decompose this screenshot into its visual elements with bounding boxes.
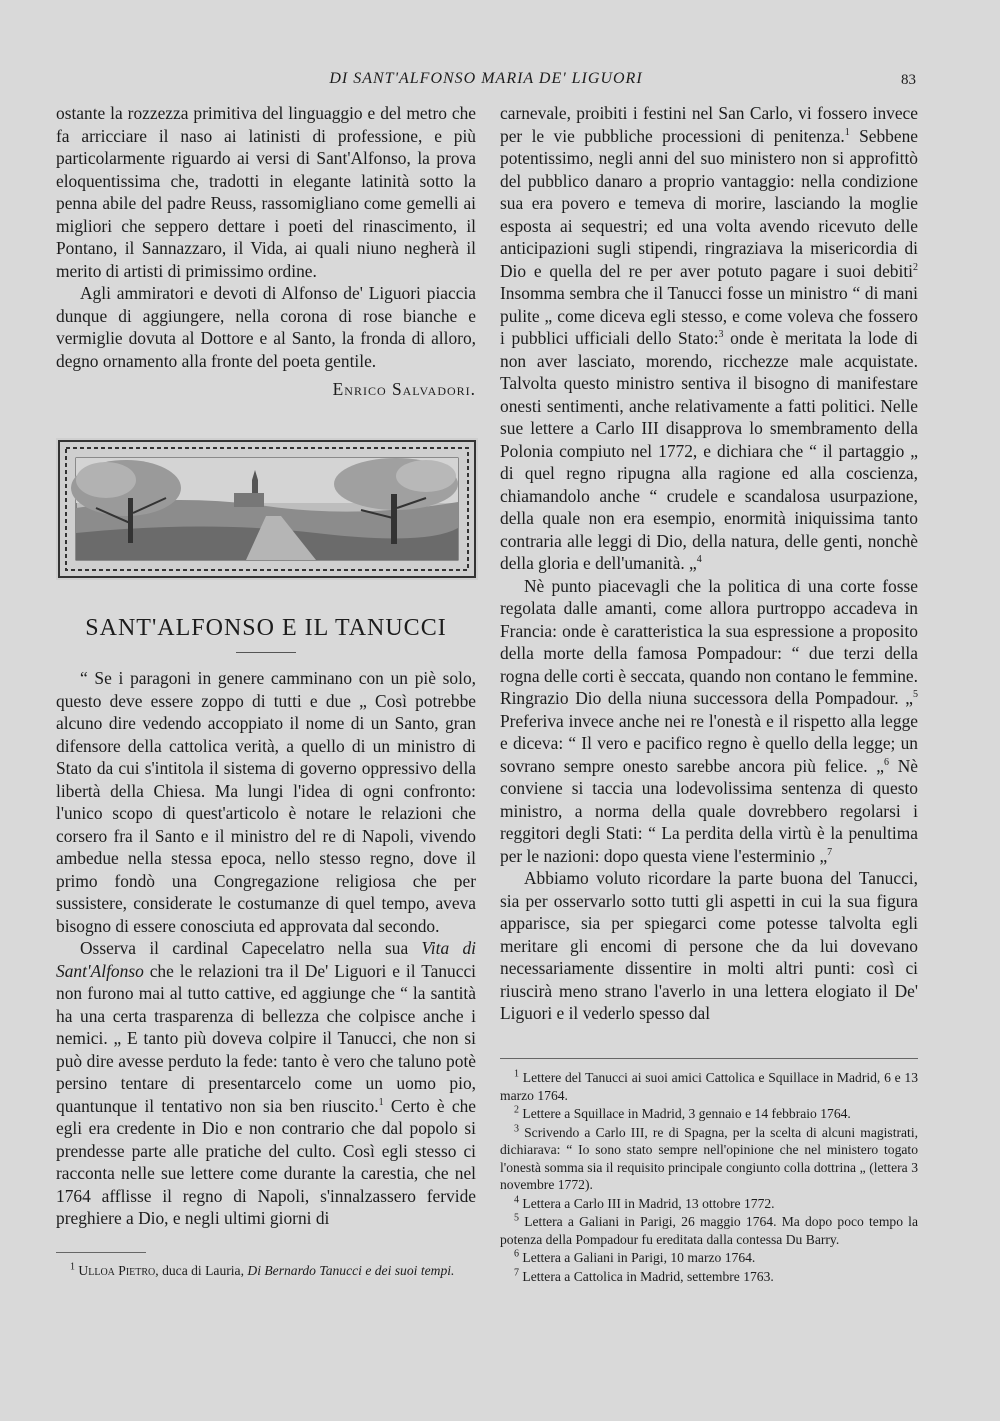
running-title: DI SANT'ALFONSO MARIA DE' LIGUORI [329,70,643,87]
left-column-main [56,667,476,1230]
paragraph: carnevale, proibiti i festini nel San Carlo, vi fossero invece per le vie pubbliche processioni di penitenza.$^1$ Sebbene potentissimo, negli anni del suo ministero non si approfittò del pubblico danaro a proprio vantaggio: nella condizione sua era povero e temeva di morire, lasciando la moglie esposta ai sequestri; ed una volta avendo ricevuto delle anticipazioni sugli stipendi, ringraziava la misericordia di Dio e quella del re per aver potuto pagare i suoi debiti$^2$ Insomma sembra che il Tanucci fosse un ministro “ di mani pulite „ come diceva egli stesso, e come voleva che fossero i pubblici ufficiali dello Stato:$^3$ onde è meritata la lode di non aver lasciato, morendo, ricchezze male acquistate. Talvolta questo ministro sentiva il bisogno di manifestare onesti sentimenti, anche relativamente a fatti politici. Nelle sue lettere a Carlo III disapprova lo smembramento della Polonia compiuto nel 1772, e dichiara che “ il partaggio „ di quel regno ripugna alla ragione ed alla coscienza, chiamandolo anche “ crudele e scandalosa usurpazione, della quale non era esempio, enormità iniquissima tanto contraria alle leggi di Dio, della natura, delle genti, nonchè della gloria e dell'umanità. „$^4$ [500,103,919,573]
footnote: $^1$ Lettere del Tanucci ai suoi amici Cattolica e Squillace in Madrid, 6 e 13 marzo 1764. [500,1068,919,1103]
paragraph: “ Se i paragoni in genere camminano con un piè solo, questo deve essere zoppo di tutti e due „ Così potrebbe alcuno dire vedendo accoppiato il nome di un Santo, gran difensore della cattolica verità, a quello di un ministro di Stato da cui s'intitola il sistema di governo oppressivo della libertà della Chiesa. Ma lungi l'idea di ogni confronto: l'unico scopo di quest'articolo è notare le relazioni che corsero fra il Santo e il ministro del re di Napoli, vivendo ambedue nella stessa epoca, nello stesso regno, dove il primo fondò una Congregazione religiosa che per sussistere, considerate le costumanze di quel tempo, aveva bisogno di essere conosciuta ed approvata dal secondo. [56,668,476,936]
paragraph: Nè punto piacevagli che la politica di una corte fosse regolata dalle amanti, come allora purtroppo accadeva in Francia: onde è caratteristica la sua espressione a proposito della morte della famosa Pompadour: “ due terzi della rogna delle corti è seccata, quando non contano le femmine. Ringrazio Dio della niuna successora della Pompadour. „$^5$ Preferiva invece anche nei re l'onestà e il rispetto alla legge e diceva: “ Il vero e pacifico regno è quello della legge; un sovrano sempre onesto sarebbe ancora più felice. „$^6$ Nè conviene si taccia una lodevolissima sentenza di questo ministro, a norma della quale dovrebbero regolarsi i reggitori degli Stati: “ La perdita della virtù è la penultima per le nazioni: dopo questa viene l'esterminio „$^7$ [500,575,918,866]
footnote: $^1$ Ulloa Pietro, duca di Lauria, Di Bernardo Tanucci e dei suoi tempi. [70,1261,455,1278]
paragraph: Agli ammiratori e devoti di Alfonso de' Liguori piaccia dunque di aggiungere, nella corona di rose bianche e vermiglie dovuta al Dottore e al Santo, la fronda di alloro, degno ornamento alla fronte del poeta gentile. [56,283,476,371]
paragraph: Osserva il cardinal Capecelatro nella sua Vita di Sant'Alfonso che le relazioni tra il De' Liguori e il Tanucci non furono mai al tutto cattive, ed aggiunge che “ la santità ha una certa trasparenza di bellezza che colpisce anche i nemici. „ E tanto più doveva colpire il Tanucci, che non si può dire avesse perduto la fede: tanto è vero che taluno potè persino tentare di presentarcelo come un uomo pio, quantunque il tentativo non sia ben riuscito.$^1$ Certo è che egli era credente in Dio e non contrario che dal popolo si prendesse parte alle pratiche del culto. Così egli stesso ci racconta nelle sue lettere come durante la carestia, che nel 1764 afflisse il regno di Napoli, s'innalzassero fervide preghiere a Dio, e negli ultimi giorni di [56,938,477,1228]
footnote-divider [56,1252,146,1253]
section-title: SANT'ALFONSO E IL TANUCCI [85,615,447,641]
author-signature: Enrico Salvadori. [332,379,476,399]
footnote: $^3$ Scrivendo a Carlo III, re di Spagna, per la scelta di alcuni magistrati, dichiarava: “ Io sono stato sempre nell'opinione che nel ministero togato l'onestà somma sia il requisito principale congiunto colla dottrina „ (lettera 3 novembre 1772). [500,1122,919,1192]
paragraph: ostante la rozzezza primitiva del linguaggio e del metro che fa arricciare il naso ai latinisti di professione, e più particolarmente riguardo ai versi di Sant'Alfonso, la prova eloquentissima che, tradotti in elegante latinità sotto la penna abile del padre Reuss, rassomigliano come gemelli ai migliori che seppero dettare i poeti del rinascimento, il Pontano, il Sannazzaro, il Vida, ai quali niuno negherà il merito di artisti di primissimo ordine. [56,103,476,281]
title-divider [236,652,296,653]
footnote-ref: 1 [378,1096,384,1108]
right-column-main [500,102,918,1025]
landscape-illustration [56,438,478,580]
page-header [56,70,916,94]
footnote: $^5$ Lettera a Galiani in Parigi, 26 maggio 1764. Ma dopo poco tempo la potenza della Pompadour fu ereditata dalla contessa Du Barry. [500,1212,918,1247]
footnote: $^7$ Lettera a Cattolica in Madrid, settembre 1763. [514,1266,774,1284]
footnote: $^2$ Lettere a Squillace in Madrid, 3 gennaio e 14 febbraio 1764. [514,1104,851,1121]
footnote-divider [500,1058,918,1059]
left-footnotes [56,1262,476,1281]
page-number: 83 [901,72,916,88]
book-title: Vita di Sant'Alfonso [56,938,476,981]
right-footnotes [500,1069,918,1286]
footnote: $^4$ Lettera a Carlo III in Madrid, 13 ottobre 1772. [514,1193,775,1211]
paragraph: Abbiamo voluto ricordare la parte buona del Tanucci, sia per osservarlo sotto tutti gli aspetti in cui la sua figura apparisce, sia per spiegarci come potesse talvolta egli meritare gli encomi di persone che da lui dovevano necessariamente dissentire in molti altri punti: così ci riuscirà meno strano l'averlo in una lettera elogiato il De' Liguori e il vederlo spesso dal [500,868,918,1023]
footnote: $^6$ Lettera a Galiani in Parigi, 10 marzo 1764. [514,1248,756,1265]
left-column-top [56,102,476,401]
